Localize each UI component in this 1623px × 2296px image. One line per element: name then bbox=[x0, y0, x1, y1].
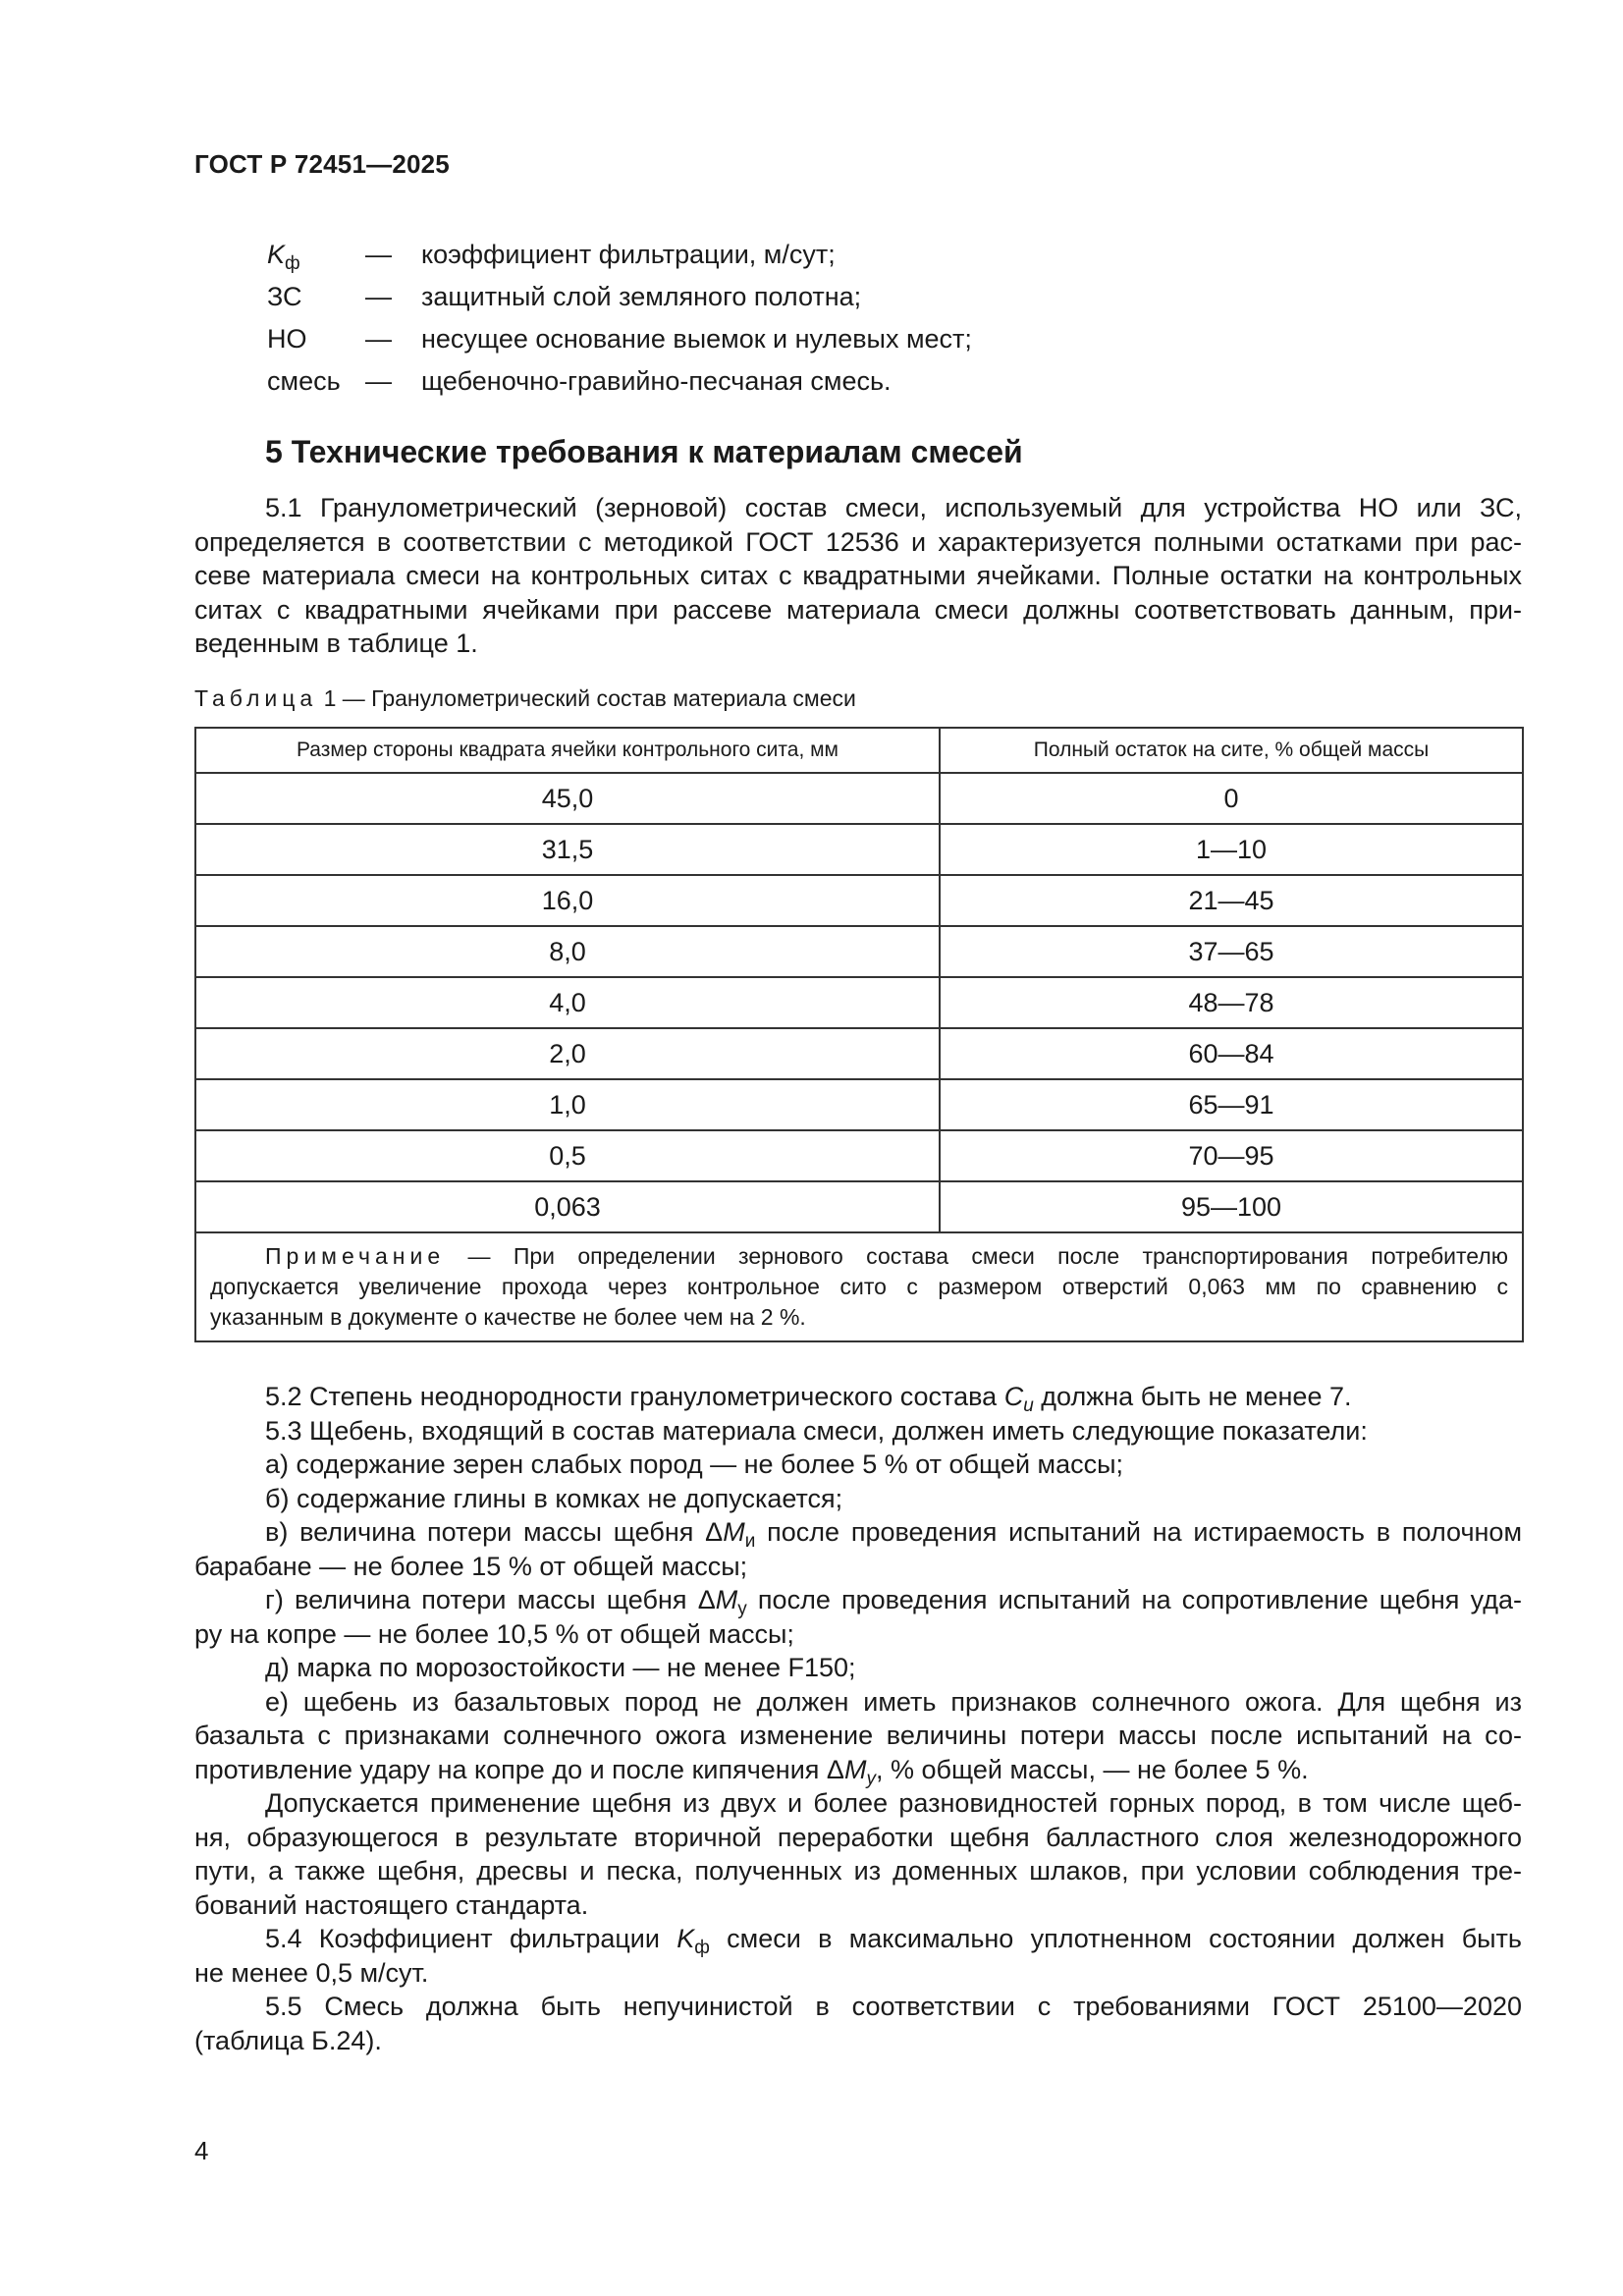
table-cell: 60—84 bbox=[940, 1028, 1523, 1079]
note-label: Примечание bbox=[265, 1243, 446, 1269]
list-item-e-cont: противление удару на копре до и после кипячения $\Delta M_у$, % общей массы, — не более 5 %. bbox=[194, 1754, 1309, 1789]
table-cell: 95—100 bbox=[940, 1181, 1523, 1232]
definition-dash: — bbox=[365, 366, 392, 396]
table-row bbox=[195, 1130, 1523, 1181]
paragraph-5-2: 5.2 Степень неоднородности гранулометрического состава $C_u$ должна быть не менее 7. bbox=[265, 1382, 1352, 1416]
table-row bbox=[195, 824, 1523, 875]
paragraph-5-3: 5.3 Щебень, входящий в состав материала смеси, должен иметь следующие показатели: bbox=[265, 1415, 1368, 1446]
table-cell: 37—65 bbox=[940, 926, 1523, 977]
paragraph-5-5: 5.5 Смесь должна быть непучинистой в соответствии с требованиями ГОСТ 25100—2020 bbox=[265, 1992, 1522, 2021]
definition-term: смесь bbox=[267, 366, 341, 396]
table-cell: 16,0 bbox=[195, 875, 940, 926]
table-row bbox=[195, 926, 1523, 977]
table-cell: 31,5 bbox=[195, 824, 940, 875]
paragraph-5-4-cont: не менее 0,5 м/сут. bbox=[194, 1957, 429, 1988]
definition-text: защитный слой земляного полотна; bbox=[421, 282, 862, 311]
permission-paragraph-cont: бований настоящего стандарта. bbox=[194, 1889, 589, 1920]
definition-text: щебеночно-гравийно-песчаная смесь. bbox=[421, 366, 892, 396]
paragraph-5-1 bbox=[194, 491, 1522, 661]
table-row bbox=[195, 1079, 1523, 1130]
document-id-header: ГОСТ Р 72451—2025 bbox=[194, 149, 450, 179]
table-caption-text: — Гранулометрический состав материала смеси bbox=[342, 685, 856, 711]
table-caption-label: Таблица bbox=[194, 685, 318, 711]
permission-paragraph-cont: ня, образующегося в результате вторичной переработки щебня балластного слоя железнодорожного bbox=[194, 1822, 1522, 1852]
table-header-cell: Полный остаток на сите, % общей массы bbox=[940, 728, 1523, 773]
list-item-b: б) содержание глины в комках не допускается; bbox=[265, 1483, 843, 1513]
table-row bbox=[195, 875, 1523, 926]
definition-term: НО bbox=[267, 324, 307, 354]
note-line bbox=[210, 1241, 1508, 1272]
list-item-a: а) содержание зерен слабых пород — не более 5 % от общей массы; bbox=[265, 1449, 1124, 1479]
list-item-v-cont: барабане — не более 15 % от общей массы; bbox=[194, 1551, 748, 1581]
table-cell: 0,063 bbox=[195, 1181, 940, 1232]
requirements-body bbox=[194, 1380, 1522, 2057]
table-row bbox=[195, 1028, 1523, 1079]
table-cell: 4,0 bbox=[195, 977, 940, 1028]
text-line: ситах с квадратными ячейками при рассеве материала смеси должны соответствовать данным, при- bbox=[194, 594, 1522, 625]
table-cell: 0 bbox=[940, 773, 1523, 824]
note-line: допускается увеличение прохода через контрольное сито с размером отверстий 0,063 мм по сравнению с bbox=[210, 1274, 1508, 1299]
definition-term: ЗС bbox=[267, 282, 302, 311]
list-item-g: г) величина потери массы щебня $\Delta M_у$ после проведения испытаний на сопротивление щебня уда- bbox=[265, 1585, 1522, 1619]
definition-text: коэффициент фильтрации, м/сут; bbox=[421, 240, 836, 269]
table-header-row bbox=[195, 728, 1523, 773]
table-cell: 8,0 bbox=[195, 926, 940, 977]
paragraph-5-5-cont: (таблица Б.24). bbox=[194, 2025, 382, 2055]
permission-paragraph: Допускается применение щебня из двух и более разновидностей горных пород, в том числе щеб- bbox=[265, 1788, 1522, 1818]
list-item-v: в) величина потери массы щебня $\Delta M_и$ после проведения испытаний на истираемость в полочном bbox=[265, 1517, 1523, 1552]
table-cell: 21—45 bbox=[940, 875, 1523, 926]
paragraph-5-4: 5.4 Коэффициент фильтрации $K_ф$ смеси в максимально уплотненном состоянии должен быть bbox=[265, 1924, 1522, 1958]
table-cell: 48—78 bbox=[940, 977, 1523, 1028]
permission-paragraph-cont: пути, а также щебня, дресвы и песка, полученных из доменных шлаков, при условии соблюдения тре- bbox=[194, 1856, 1522, 1886]
table-note bbox=[195, 1232, 1523, 1341]
granulometric-table bbox=[194, 727, 1524, 1342]
definition-dash: — bbox=[365, 240, 392, 269]
table-note-row bbox=[195, 1232, 1523, 1341]
table-row bbox=[195, 773, 1523, 824]
page-number: 4 bbox=[194, 2136, 209, 2165]
table-header-cell: Размер стороны квадрата ячейки контрольного сита, мм bbox=[195, 728, 940, 773]
list-item-e: е) щебень из базальтовых пород не должен иметь признаков солнечного ожога. Для щебня из bbox=[265, 1686, 1522, 1717]
definition-dash: — bbox=[365, 282, 392, 311]
list-item-g-cont: ру на копре — не более 10,5 % от общей массы; bbox=[194, 1618, 794, 1649]
definition-text: несущее основание выемок и нулевых мест; bbox=[421, 324, 972, 354]
note-text: — При определении зернового состава смеси после транспортирования потребителю bbox=[467, 1243, 1508, 1269]
definition-dash: — bbox=[365, 324, 392, 354]
table-cell: 1,0 bbox=[195, 1079, 940, 1130]
table-cell: 45,0 bbox=[195, 773, 940, 824]
table-row bbox=[195, 1181, 1523, 1232]
table-cell: 70—95 bbox=[940, 1130, 1523, 1181]
text-line: веденным в таблице 1. bbox=[194, 629, 478, 658]
table-cell: 0,5 bbox=[195, 1130, 940, 1181]
table-cell: 1—10 bbox=[940, 824, 1523, 875]
section-title: 5 Технические требования к материалам смесей bbox=[265, 434, 1023, 469]
text-line: севе материала смеси на контрольных ситах с квадратными ячейками. Полные остатки на контрольных bbox=[194, 561, 1522, 590]
definition-term: $K_ф$ bbox=[267, 240, 300, 274]
table-cell: 65—91 bbox=[940, 1079, 1523, 1130]
table-caption bbox=[194, 685, 856, 712]
table-row bbox=[195, 977, 1523, 1028]
note-line: указанным в документе о качестве не более чем на 2 %. bbox=[210, 1304, 806, 1330]
list-item-e-cont: базальта с признаками солнечного ожога изменение величины потери массы после испытаний на со- bbox=[194, 1721, 1522, 1750]
table-caption-number: 1 bbox=[323, 685, 337, 711]
list-item-d: д) марка по морозостойкости — не менее F150; bbox=[265, 1653, 856, 1682]
table-cell: 2,0 bbox=[195, 1028, 940, 1079]
text-line: определяется в соответствии с методикой ГОСТ 12536 и характеризуется полными остатками при рас- bbox=[194, 526, 1522, 557]
text-line: 5.1 Гранулометрический (зерновой) состав смеси, используемый для устройства НО или ЗС, bbox=[265, 493, 1522, 522]
